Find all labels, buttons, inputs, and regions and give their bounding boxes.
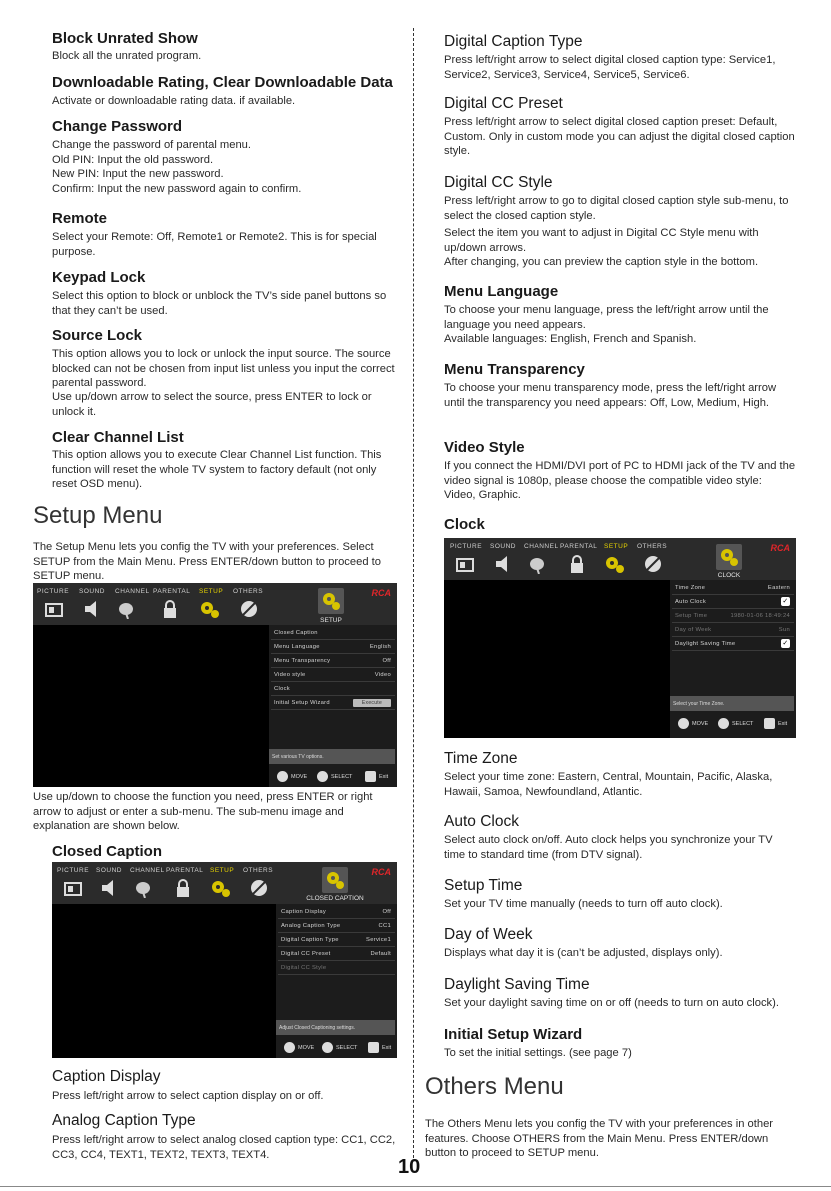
tab-sound: SOUND — [96, 867, 122, 874]
option-label: Digital CC Preset — [281, 951, 331, 957]
option-value: Eastern — [767, 585, 790, 591]
hint-text: Set various TV options. — [272, 754, 324, 760]
hint-bar — [276, 1020, 395, 1035]
gear-icon — [199, 599, 221, 619]
closed-caption-screenshot — [52, 862, 397, 1058]
option-row — [271, 641, 395, 654]
downloadable-title: Downloadable Rating, Clear Downloadable Data — [52, 74, 393, 91]
initial-wizard-body: To set the initial settings. (see page 7) — [444, 1047, 632, 1059]
hint-bar — [269, 749, 395, 764]
daylight-title: Daylight Saving Time — [444, 976, 590, 993]
select-label: SELECT — [331, 774, 353, 780]
option-row — [278, 962, 395, 975]
tab-sound: SOUND — [490, 543, 516, 550]
option-label: Clock — [274, 686, 290, 692]
menu-language-title: Menu Language — [444, 283, 559, 300]
digital-caption-type-body: Press left/right arrow to select digital closed caption type: Service1, Service2, Service3, Service4, Service5, Service6. — [444, 54, 776, 81]
option-value: English — [369, 644, 391, 650]
cc-options-panel — [276, 904, 397, 1058]
digital-cc-style-body: Press left/right arrow to go to digital closed caption style sub-menu, to select the closed caption style. — [444, 195, 789, 222]
option-value: Off — [382, 909, 391, 915]
selected-menu-icon — [716, 544, 742, 570]
initial-wizard-title: Initial Setup Wizard — [444, 1026, 583, 1043]
speaker-icon — [492, 554, 514, 574]
tab-channel: CHANNEL — [524, 543, 559, 550]
others-menu-body: The Others Menu lets you config the TV with your preferences in other features. Choose OTHERS from the Main Menu. Press ENTER/down button to proceed to SETUP menu. — [425, 1118, 774, 1159]
option-label: Closed Caption — [274, 630, 318, 636]
option-row — [672, 610, 794, 623]
clock-options-panel — [670, 580, 796, 738]
tab-setup: SETUP — [604, 543, 629, 550]
digital-cc-style-title: Digital CC Style — [444, 174, 553, 191]
tab-channel: CHANNEL — [115, 588, 150, 595]
option-label: Daylight Saving Time — [675, 641, 736, 647]
digital-cc-preset-title: Digital CC Preset — [444, 95, 563, 112]
hint-text: Select your Time Zone. — [673, 701, 725, 707]
others-icon — [238, 599, 260, 619]
option-row — [271, 697, 395, 710]
setup-options-panel — [269, 625, 397, 787]
daylight-body: Set your daylight saving time on or off (needs to turn on auto clock). — [444, 997, 779, 1009]
clear-channel-title: Clear Channel List — [52, 429, 184, 446]
option-label: Digital CC Style — [281, 965, 327, 971]
selected-menu-label: CLOSED CAPTION — [306, 895, 364, 902]
digital-cc-style-body2: Select the item you want to adjust in Digital CC Style menu with up/down arrows. After changing, you can preview the caption style in the bottom. — [444, 227, 759, 268]
tab-sound: SOUND — [79, 588, 105, 595]
option-row — [672, 638, 794, 651]
clear-channel-body: This option allows you to execute Clear Channel List function. This function will reset the whole TV system to factory default (not only reset OSD menu). — [52, 449, 382, 490]
menu-language-body: To choose your menu language, press the left/right arrow until the language you need appears. Available languages: English, French and Spanish. — [444, 304, 769, 345]
page-number: 10 — [398, 1156, 421, 1178]
setup-menu-body: The Setup Menu lets you config the TV with your preferences. Select SETUP from the Main Menu. Press ENTER/down button to proceed to SETUP menu. — [33, 541, 382, 582]
digital-cc-preset-body: Press left/right arrow to select digital closed caption preset: Default, Custom. Only in custom mode you can adjust the digital closed caption style. — [444, 116, 795, 157]
move-label: MOVE — [692, 721, 709, 727]
option-row — [672, 582, 794, 595]
option-label: Menu Language — [274, 644, 320, 650]
bottom-rule — [0, 1186, 831, 1187]
exit-label: Exit — [778, 721, 788, 727]
satellite-icon — [117, 599, 139, 619]
selected-menu-label: CLOCK — [717, 572, 741, 579]
setup-menu-title: Setup Menu — [33, 502, 163, 529]
satellite-icon — [528, 554, 550, 574]
select-label: SELECT — [732, 721, 754, 727]
block-unrated-title: Block Unrated Show — [52, 30, 198, 47]
option-row — [278, 934, 395, 947]
others-icon — [642, 554, 664, 574]
setup-time-body: Set your TV time manually (needs to turn off auto clock). — [444, 898, 723, 910]
others-icon — [248, 878, 270, 898]
option-row — [271, 655, 395, 668]
control-legend — [277, 771, 395, 785]
option-value: Sun — [778, 627, 790, 633]
setup-time-title: Setup Time — [444, 877, 523, 894]
checkbox-checked-icon: ✓ — [782, 640, 789, 647]
control-legend — [678, 718, 794, 732]
remote-body: Select your Remote: Off, Remote1 or Remote2. This is for special purpose. — [52, 231, 377, 258]
select-icon — [317, 771, 328, 782]
caption-display-title: Caption Display — [52, 1068, 161, 1085]
option-value: 1980-01-06 18:49:24 — [730, 613, 790, 619]
option-row — [278, 920, 395, 933]
option-label: Time Zone — [675, 585, 706, 591]
option-row — [278, 948, 395, 961]
tab-parental: PARENTAL — [560, 543, 598, 550]
lock-icon — [172, 878, 194, 898]
hint-text: Adjust Closed Captioning settings. — [279, 1025, 356, 1031]
source-lock-title: Source Lock — [52, 327, 143, 344]
option-label: Menu Transparency — [274, 658, 331, 664]
day-of-week-title: Day of Week — [444, 926, 533, 943]
option-label: Analog Caption Type — [281, 923, 341, 929]
caption-display-body: Press left/right arrow to select caption display on or off. — [52, 1090, 324, 1102]
option-label: Day of Week — [675, 627, 712, 633]
analog-caption-body: Press left/right arrow to select analog closed caption type: CC1, CC2, CC3, CC4, TEXT1, TEXT2, TEXT3, TEXT4. — [52, 1134, 396, 1161]
clock-title: Clock — [444, 516, 485, 533]
video-style-title: Video Style — [444, 439, 525, 456]
time-zone-title: Time Zone — [444, 750, 518, 767]
column-divider — [413, 28, 414, 1158]
auto-clock-body: Select auto clock on/off. Auto clock helps you synchronize your TV time to standard time (from DTV signal). — [444, 834, 773, 861]
video-style-body: If you connect the HDMI/DVI port of PC to HDMI jack of the TV and the video signal is 1080p, please choose the compatible video style: Video, Graphic. — [444, 460, 796, 501]
move-icon — [678, 718, 689, 729]
block-unrated-body: Block all the unrated program. — [52, 50, 202, 62]
option-label: Auto Clock — [675, 599, 707, 605]
exit-label: Exit — [382, 1045, 392, 1051]
tv-icon — [454, 554, 476, 574]
others-menu-title: Others Menu — [425, 1073, 564, 1100]
move-label: MOVE — [298, 1045, 315, 1051]
control-legend — [284, 1042, 395, 1056]
speaker-icon — [81, 599, 103, 619]
execute-button: Execute — [353, 699, 391, 707]
option-label: Setup Time — [675, 613, 708, 619]
tab-setup: SETUP — [210, 867, 235, 874]
exit-label: Exit — [379, 774, 389, 780]
keypad-lock-body: Select this option to block or unblock the TV’s side panel buttons so that they can’t be used. — [52, 290, 387, 317]
checkbox-checked-icon: ✓ — [782, 598, 789, 605]
tab-others: OTHERS — [637, 543, 668, 550]
rca-logo: RCA — [371, 867, 391, 877]
option-row — [278, 906, 395, 919]
tv-icon — [62, 878, 84, 898]
tab-channel: CHANNEL — [130, 867, 165, 874]
tab-parental: PARENTAL — [166, 867, 204, 874]
tab-picture: PICTURE — [37, 588, 70, 595]
move-icon — [277, 771, 288, 782]
exit-icon — [764, 718, 775, 729]
tv-icon — [43, 599, 65, 619]
selected-menu-icon — [322, 867, 348, 893]
rca-logo: RCA — [770, 543, 790, 553]
change-password-title: Change Password — [52, 118, 183, 135]
option-value: Off — [382, 658, 391, 664]
change-password-body: Change the password of parental menu. Old PIN: Input the old password. New PIN: Input the new password. Confirm: Input the new password again to confirm. — [52, 139, 302, 195]
menu-transparency-title: Menu Transparency — [444, 361, 585, 378]
gear-icon — [604, 554, 626, 574]
select-label: SELECT — [336, 1045, 358, 1051]
tab-others: OTHERS — [243, 867, 274, 874]
satellite-icon — [134, 878, 156, 898]
hint-bar — [670, 696, 794, 711]
option-row — [271, 683, 395, 696]
option-row — [271, 627, 395, 640]
gear-icon — [716, 544, 742, 570]
exit-icon — [365, 771, 376, 782]
keypad-lock-title: Keypad Lock — [52, 269, 146, 286]
speaker-icon — [98, 878, 120, 898]
option-row — [672, 624, 794, 637]
rca-logo: RCA — [371, 588, 391, 598]
option-value: Video — [374, 672, 391, 678]
clock-screenshot — [444, 538, 796, 738]
selected-menu-icon — [318, 588, 344, 614]
tab-picture: PICTURE — [57, 867, 90, 874]
select-icon — [322, 1042, 333, 1053]
selected-menu-label: SETUP — [320, 617, 342, 624]
gear-icon — [318, 588, 344, 614]
select-icon — [718, 718, 729, 729]
downloadable-body: Activate or downloadable rating data. if available. — [52, 95, 296, 107]
tab-others: OTHERS — [233, 588, 264, 595]
analog-caption-title: Analog Caption Type — [52, 1112, 196, 1129]
setup-menu-screenshot — [33, 583, 397, 787]
option-value: Service1 — [366, 937, 391, 943]
move-label: MOVE — [291, 774, 308, 780]
source-lock-body: This option allows you to lock or unlock the input source. The source blocked can not be chosen from input list unless you input the correct parental password. — [52, 348, 395, 389]
option-value: Default — [370, 951, 391, 957]
gear-icon — [210, 878, 232, 898]
exit-icon — [368, 1042, 379, 1053]
option-label: Caption Display — [281, 909, 327, 915]
tab-setup: SETUP — [199, 588, 224, 595]
lock-icon — [159, 599, 181, 619]
option-label: Digital Caption Type — [281, 937, 339, 943]
menu-transparency-body: To choose your menu transparency mode, press the left/right arrow until the transparency you need appears: Off, Low, Medium, High. — [444, 382, 777, 409]
tab-parental: PARENTAL — [153, 588, 191, 595]
day-of-week-body: Displays what day it is (can’t be adjusted, displays only). — [444, 947, 723, 959]
option-label: Video style — [274, 672, 306, 678]
option-value: CC1 — [378, 923, 391, 929]
option-label: Initial Setup Wizard — [274, 700, 330, 706]
auto-clock-title: Auto Clock — [444, 813, 519, 830]
gear-icon — [322, 867, 348, 893]
source-lock-body2: Use up/down arrow to select the source, press ENTER to lock or unlock it. — [52, 391, 372, 418]
digital-caption-type-title: Digital Caption Type — [444, 33, 583, 50]
option-row — [672, 596, 794, 609]
time-zone-body: Select your time zone: Eastern, Central, Mountain, Pacific, Alaska, Hawaii, Samoa, Newfoundland, Atlantic. — [444, 771, 773, 798]
move-icon — [284, 1042, 295, 1053]
option-row — [271, 669, 395, 682]
remote-title: Remote — [52, 210, 108, 227]
lock-icon — [566, 554, 588, 574]
closed-caption-title: Closed Caption — [52, 843, 163, 860]
setup-menu-after: Use up/down to choose the function you need, press ENTER or right arrow to adjust or enter a sub-menu. The sub-menu image and explanation are shown below. — [33, 791, 373, 832]
tab-picture: PICTURE — [450, 543, 483, 550]
